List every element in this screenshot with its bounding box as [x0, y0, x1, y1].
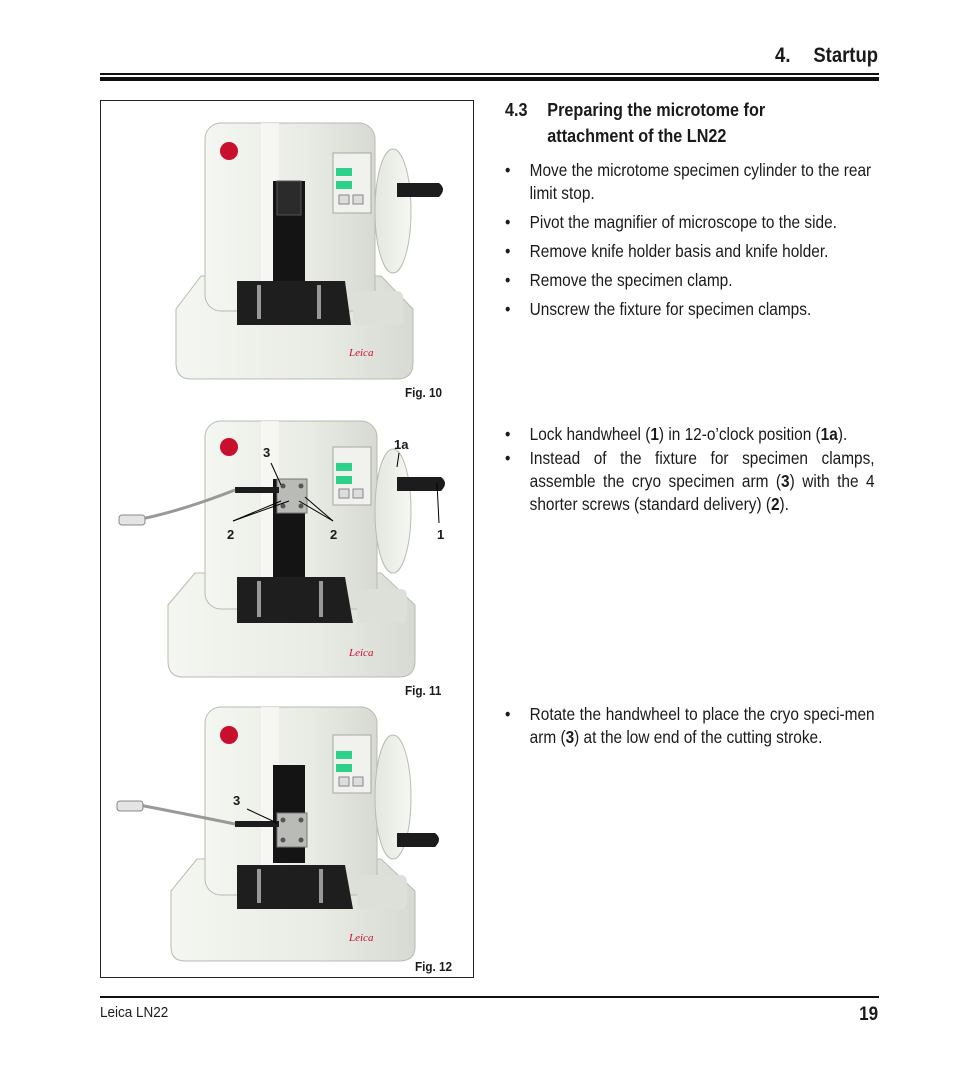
page-number: 19 [858, 1004, 878, 1025]
fig10-microtome [176, 123, 443, 379]
fig11-callout-3: 3 [263, 445, 271, 460]
header-rule-bottom [100, 77, 879, 81]
fig11-callout-2-left: 2 [227, 527, 235, 542]
instruction-list-1 [505, 159, 875, 327]
fig11-callout-1: 1 [437, 527, 445, 542]
section-heading [505, 97, 847, 149]
list-item: • Remove knife holder basis and knife holder. [505, 240, 875, 263]
fig12-microtome [117, 707, 439, 961]
list-item: • Lock handwheel (1) in 12-o’clock position (1a). [505, 423, 875, 446]
chapter-heading [775, 44, 878, 68]
fig11-callout-1a: 1a [394, 437, 409, 452]
figure-illustrations [101, 101, 473, 977]
list-item: • Rotate the handwheel to place the cryo speci-men arm (3) at the low end of the cutting stroke. [505, 703, 875, 749]
list-item: • Remove the specimen clamp. [505, 269, 875, 292]
instruction-list-3 [505, 703, 875, 755]
list-item: • Move the microtome specimen cylinder to the rear limit stop. [505, 159, 875, 205]
figure-panel [100, 100, 474, 978]
chapter-number: 4. [775, 44, 791, 67]
footer-rule [100, 996, 879, 998]
fig11-brand: Leica [349, 647, 374, 659]
instruction-list-2 [505, 423, 875, 517]
fig11-callout-2-right: 2 [330, 527, 338, 542]
list-item: • Unscrew the fixture for specimen clamps. [505, 298, 875, 321]
fig10-label: Fig. 10 [405, 385, 443, 400]
chapter-title: Startup [813, 44, 878, 67]
section-title-line1: Preparing the microtome for [547, 100, 766, 120]
fig12-brand: Leica [349, 932, 374, 944]
section-title-line2: attachment of the LN22 [547, 126, 727, 146]
footer-product: Leica LN22 [100, 1004, 169, 1021]
section-number: 4.3 [505, 100, 528, 120]
fig11-microtome [119, 421, 445, 677]
fig11-label: Fig. 11 [405, 683, 442, 698]
header-rule-top [100, 73, 879, 75]
list-item: • Instead of the fixture for specimen clamps, assemble the cryo specimen arm (3) with the 4 shorter screws (standard delivery) (2). [505, 447, 875, 516]
fig12-label: Fig. 12 [415, 959, 453, 974]
list-item: • Pivot the magnifier of microscope to the side. [505, 211, 875, 234]
fig12-callout-3: 3 [233, 793, 241, 808]
fig10-brand: Leica [349, 347, 374, 359]
